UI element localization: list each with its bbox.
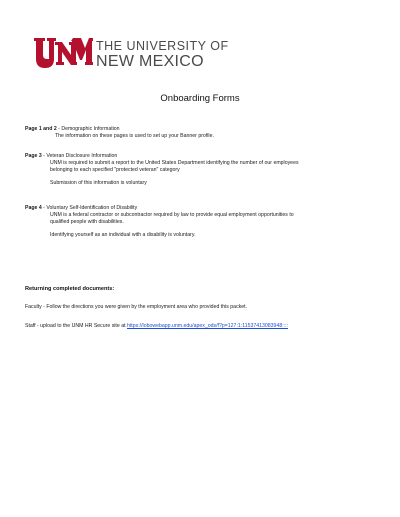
section-pages-label: Page 3: [25, 153, 42, 159]
unm-logo-mark-icon: [33, 36, 93, 72]
section-body: UNM is a federal contractor or subcontractor required by law to provide equal employment opportunities to: [50, 211, 294, 218]
section-heading: [25, 205, 370, 212]
faculty-instructions: Faculty - Follow the directions you were given by the employment area who provided this packet.: [25, 304, 248, 310]
logo-line-new-mexico: NEW MEXICO: [96, 53, 204, 70]
page-title: Onboarding Forms: [160, 93, 240, 104]
section-note: Submission of this information is voluntary: [50, 179, 147, 186]
staff-instructions: [25, 323, 380, 330]
section-title: - Veteran Disclosure Information: [41, 153, 118, 159]
section-pages-label: Page 4: [25, 205, 42, 211]
section-note: Identifying yourself as an individual with a disability is voluntary.: [50, 231, 196, 238]
section-heading: [25, 126, 370, 133]
hr-secure-site-link[interactable]: https://lobowebapp.unm.edu/apex_ods/f?p=127:1:11537413083948::::: [126, 323, 288, 329]
logo-line-university-of: THE UNIVERSITY OF: [96, 39, 229, 53]
section-body-continued: belonging to each specified "protected veteran" category: [50, 166, 180, 173]
section-body: UNM is required to submit a report to the United States Department identifying the number of our employees: [50, 159, 299, 166]
section-title: - Demographic Information: [56, 126, 120, 132]
section-heading: [25, 153, 370, 160]
section-body: The information on these pages is used to set up your Banner profile.: [55, 132, 214, 139]
section-demographic: [25, 126, 370, 140]
section-pages-label: Page 1 and 2: [25, 126, 57, 132]
staff-instructions-text: Staff - upload to the UNM HR Secure site at: [25, 323, 127, 329]
section-veteran: [25, 153, 370, 187]
section-title: - Voluntary Self-Identification of Disability: [41, 205, 138, 211]
returning-heading: Returning completed documents:: [25, 286, 115, 292]
unm-logo: [33, 36, 229, 72]
section-disability: [25, 205, 370, 239]
section-body-continued: qualified people with disabilities.: [50, 218, 124, 225]
